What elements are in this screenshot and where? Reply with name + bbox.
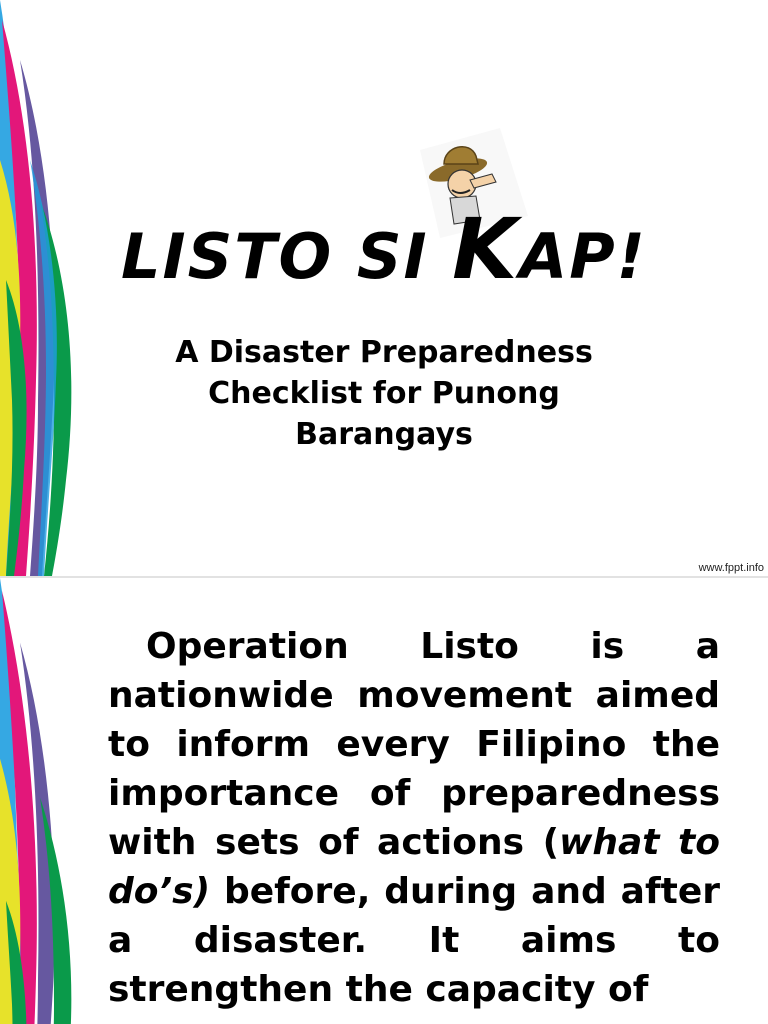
title-main: LISTO SI [121,220,453,293]
content-slide [0,578,768,1024]
watermark-text: www.fppt.info [698,562,764,574]
decorative-ribbons [0,578,90,1024]
slide-paragraph [108,622,720,1014]
title-tail: AP! [519,220,647,293]
paragraph-end: before, during and after a disaster. It aims to strengthen the capacity of [108,871,720,1010]
paragraph-start: Operation Listo is a nationwide movement aimed to inform every Filipino the importance of preparedness with sets of actions ( [108,626,720,863]
title-k: K [452,200,520,298]
paragraph-emphasis: what to do’s) [108,822,720,912]
slide-subtitle: A Disaster Preparedness Checklist for Punong Barangays [175,335,593,452]
slide-title [0,200,768,298]
